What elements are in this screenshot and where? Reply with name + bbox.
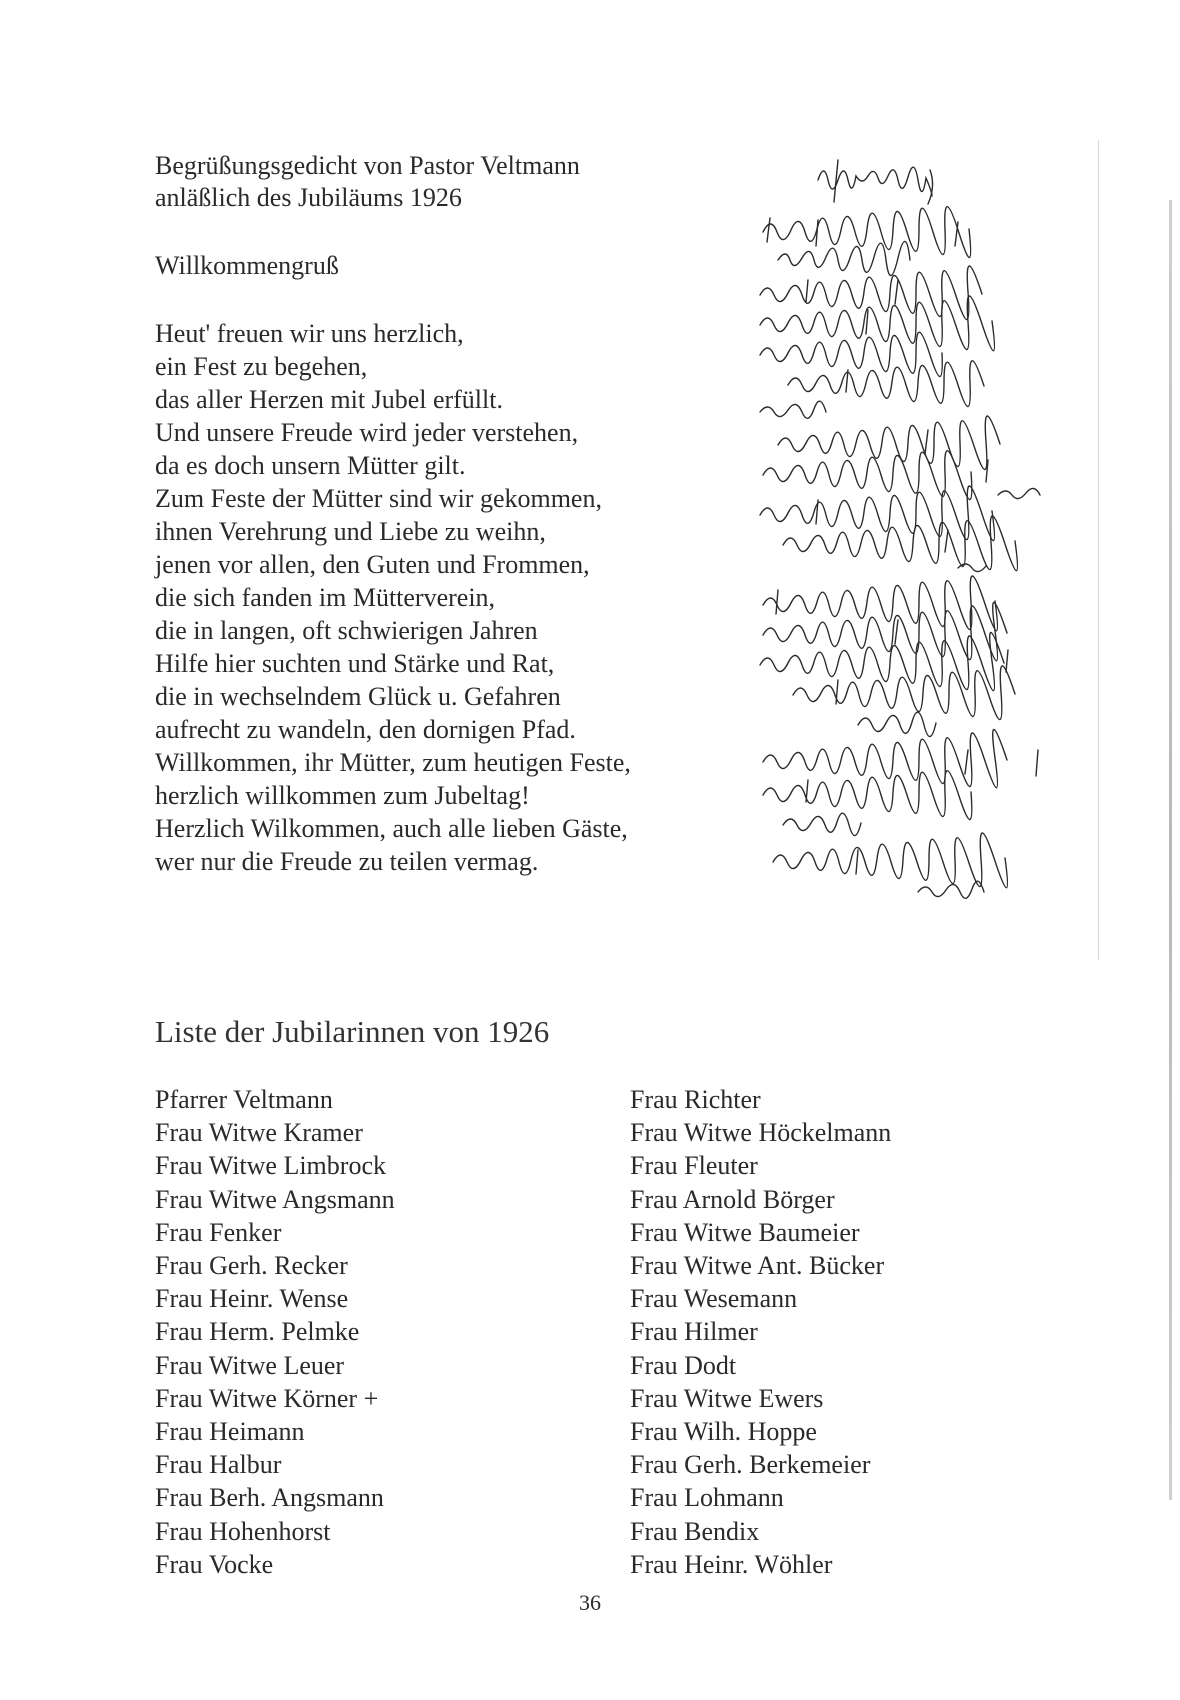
list-item: Frau Witwe Ant. Bücker <box>630 1251 885 1281</box>
poem-line: Und unsere Freude wird jeder verstehen, <box>155 418 579 447</box>
list-item: Frau Wesemann <box>630 1284 798 1314</box>
list-item: Frau Gerh. Recker <box>155 1251 348 1281</box>
poem-line: Zum Feste der Mütter sind wir gekommen, <box>155 484 602 513</box>
list-item: Frau Lohmann <box>630 1483 784 1513</box>
list-item: Frau Heinr. Wöhler <box>630 1549 833 1579</box>
poem-line: ihnen Verehrung und Liebe zu weihn, <box>155 517 546 546</box>
poem-line: jenen vor allen, den Guten und Frommen, <box>155 550 590 579</box>
poem-line: Herzlich Wilkommen, auch alle lieben Gäste, <box>155 814 628 843</box>
list-item: Frau Hilmer <box>630 1317 758 1347</box>
list-item: Frau Fenker <box>155 1217 282 1247</box>
list-item: Frau Bendix <box>630 1516 760 1546</box>
poem-line: Heut' freuen wir uns herzlich, <box>155 319 464 348</box>
list-item: Frau Arnold Börger <box>630 1184 835 1214</box>
poem-line: wer nur die Freude zu teilen vermag. <box>155 847 539 876</box>
list-item: Frau Hohenhorst <box>155 1516 331 1546</box>
list-item: Frau Heinr. Wense <box>155 1284 349 1314</box>
page-edge-shadow <box>1169 200 1172 1500</box>
list-title: Liste der Jubilarinnen von 1926 <box>155 1014 550 1049</box>
jubilarinnen-list-left <box>155 1083 575 1581</box>
poem-line: die in wechselndem Glück u. Gefahren <box>155 682 561 711</box>
list-item: Frau Witwe Ewers <box>630 1383 824 1413</box>
poem-line: Willkommen, ihr Mütter, zum heutigen Feste, <box>155 748 631 777</box>
list-item: Frau Berh. Angsmann <box>155 1483 384 1513</box>
list-item: Frau Witwe Limbrock <box>155 1151 386 1181</box>
poem-line: herzlich willkommen zum Jubeltag! <box>155 781 530 810</box>
list-item: Frau Witwe Kramer <box>155 1118 363 1148</box>
poem-line: ein Fest zu begehen, <box>155 352 368 381</box>
handwritten-manuscript-icon <box>748 140 1099 960</box>
list-item: Frau Herm. Pelmke <box>155 1317 360 1347</box>
list-item: Frau Witwe Baumeier <box>630 1217 860 1247</box>
list-item: Frau Witwe Höckelmann <box>630 1118 892 1148</box>
list-item: Frau Heimann <box>155 1417 305 1447</box>
poem-intro <box>155 150 715 214</box>
list-item: Frau Vocke <box>155 1549 274 1579</box>
list-item: Frau Witwe Leuer <box>155 1350 345 1380</box>
list-item: Frau Dodt <box>630 1350 737 1380</box>
poem-line: das aller Herzen mit Jubel erfüllt. <box>155 385 503 414</box>
list-item: Frau Gerh. Berkemeier <box>630 1450 871 1480</box>
list-item: Frau Fleuter <box>630 1151 758 1181</box>
poem-line: aufrecht zu wandeln, den dornigen Pfad. <box>155 715 576 744</box>
poem-title: Willkommengruß <box>155 251 339 280</box>
intro-line-1: Begrüßungsgedicht von Pastor Veltmann <box>155 151 580 180</box>
list-item: Frau Richter <box>630 1085 761 1114</box>
intro-line-2: anläßlich des Jubiläums 1926 <box>155 183 462 212</box>
poem-line: da es doch unsern Mütter gilt. <box>155 451 466 480</box>
list-item: Frau Witwe Angsmann <box>155 1184 395 1214</box>
poem-line: die sich fanden im Mütterverein, <box>155 583 496 612</box>
poem-line: die in langen, oft schwierigen Jahren <box>155 616 538 645</box>
list-item: Pfarrer Veltmann <box>155 1085 333 1114</box>
page-number: 36 <box>579 1590 601 1615</box>
poem-text <box>155 317 735 878</box>
list-item: Frau Wilh. Hoppe <box>630 1417 817 1447</box>
jubilarinnen-list-right <box>630 1083 1050 1581</box>
list-item: Frau Witwe Körner + <box>155 1383 379 1413</box>
list-item: Frau Halbur <box>155 1450 282 1480</box>
poem-line: Hilfe hier suchten und Stärke und Rat, <box>155 649 555 678</box>
